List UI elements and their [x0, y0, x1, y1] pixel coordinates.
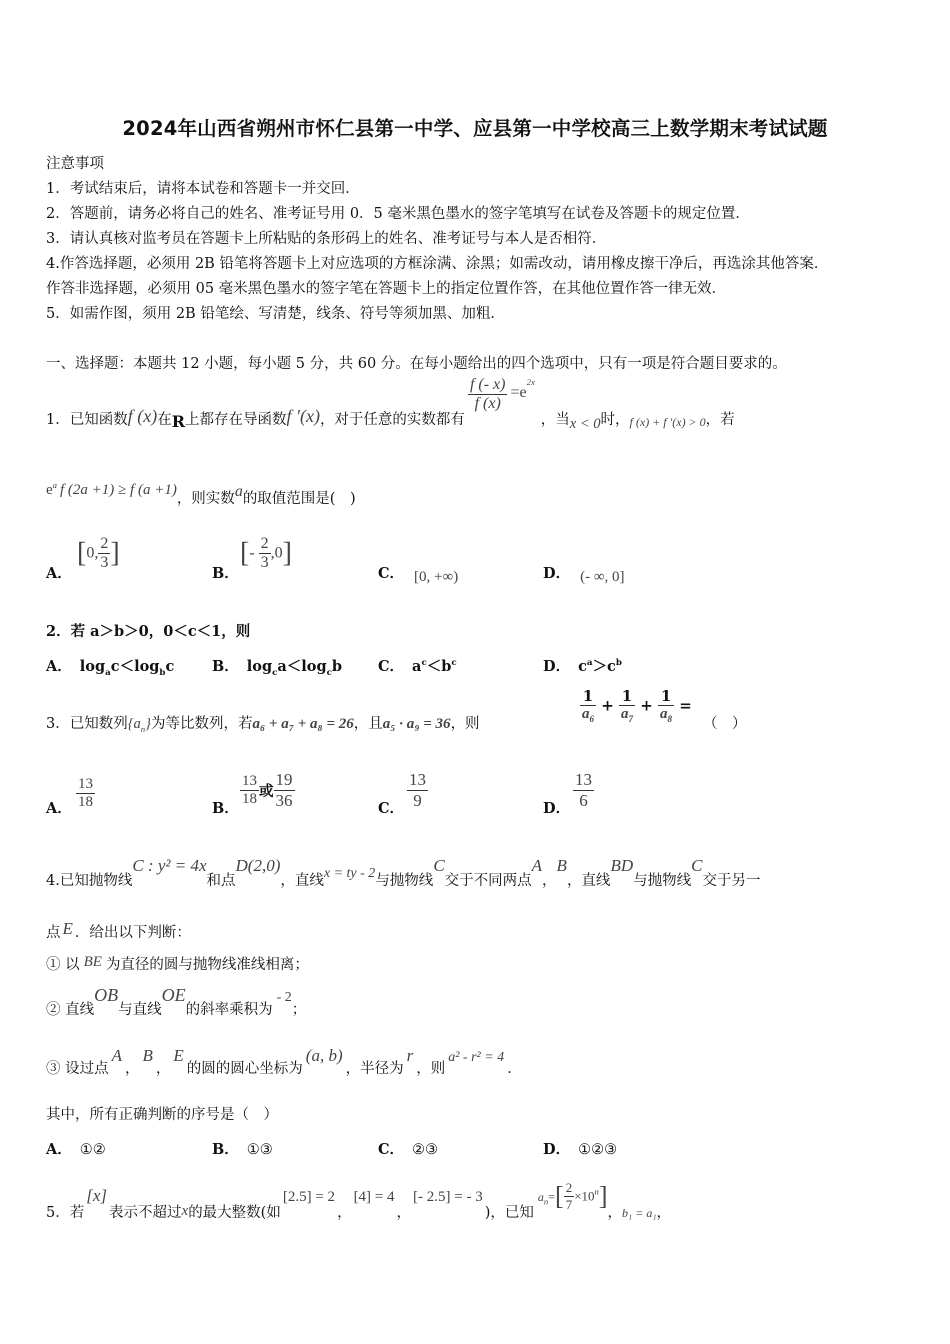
question-1-option-b[interactable]: B． — [212, 565, 239, 582]
question-3-sum-expression: $\frac{1}{a_6}$ + $\frac{1}{a_7}$ + $\frac{1}{a_8}$ = — [582, 687, 692, 724]
notice-item: 作答非选择题，必须用 05 毫米黑色墨水的签字笔在答题卡上的指定位置作答，在其他位置作答一律无效． — [46, 281, 727, 297]
question-1-option-d[interactable]: D． (- ∞, 0] — [543, 565, 625, 585]
question-4-line-1: 4.已知抛物线C : y² = 4x和点D(2,0)，直线x = ty - 2与抛物线C交于不同两点A，B，直线BD与抛物线C交于另一 — [46, 856, 761, 889]
notice-item: 3．请认真核对监考员在答题卡上所粘贴的条形码上的姓名、准考证号与本人是否相符． — [46, 231, 607, 247]
question-4-option-b[interactable]: B． ①③ — [212, 1141, 273, 1158]
question-3-answer-blank: （ ） — [703, 716, 747, 732]
question-1-line-1: 1．已知函数f (x)在R上都存在导函数f ′(x)，对于任意的实数都有 $\frac{f (- x)}{f (x)}$ $=e^{2x}$，当x < 0时，$_{f (x) + f '(x) > 0}$，若 — [46, 376, 735, 432]
question-5-stem: 5．若[x]表示不超过x的最大整数(如[2.5] = 2，[4] = 4，[- 2.5] = - 3)，已知$a_n=$[ $\frac{2}{7}$ $\times 10^n$]，$_{b_1 = a_1}$， — [46, 1180, 671, 1221]
judgement-3: ③ 设过点A，B，E的圆的圆心坐标为(a, b)，半径为r，则a² - r² = 4． — [46, 1046, 522, 1077]
question-1-option-a[interactable]: A． — [46, 565, 72, 582]
notice-item: 2．答题前，请务必将自己的姓名、准考证号用 0．5 毫米黑色墨水的签字笔填写在试卷及答题卡的规定位置． — [46, 206, 750, 222]
notice-heading: 注意事项 — [46, 156, 104, 172]
option-value: $\frac{13}{9}$ — [409, 770, 426, 810]
notice-item: 4.作答选择题，必须用 2B 铅笔将答题卡上对应选项的方框涂满、涂黑；如需改动，请用橡皮擦干净后，再选涂其他答案． — [46, 256, 829, 272]
section-heading: 一、选择题：本题共 12 小题，每小题 5 分，共 60 分。在每小题给出的四个选项中，只有一项是符合题目要求的。 — [46, 356, 787, 372]
question-1-line-2: $e^a$ f (2a +1) ≥ f (a +1)，则实数a的取值范围是( ) — [46, 480, 356, 507]
question-1-option-c[interactable]: C． [0, +∞) — [378, 565, 459, 585]
question-3-option-a[interactable]: A． — [46, 800, 72, 817]
option-b-value: [- $\frac{2}{3}$ ,0] — [240, 535, 292, 571]
question-4-ask: 其中，所有正确判断的序号是（ ） — [46, 1107, 278, 1123]
question-3-option-c[interactable]: C． — [378, 800, 405, 817]
question-3-option-b[interactable]: B． — [212, 800, 239, 817]
option-a-value: [0, $\frac{2}{3}$ ] — [77, 535, 120, 571]
question-4-option-a[interactable]: A． ①② — [46, 1141, 106, 1158]
notice-item: 5．如需作图，须用 2B 铅笔绘、写清楚，线条、符号等须加黑、加粗． — [46, 306, 505, 322]
question-2-option-b[interactable]: B． $\log_ca<\log_cb$ — [212, 658, 343, 678]
question-2-option-a[interactable]: A． $\log_ac<\log_bc$ — [46, 658, 175, 678]
notice-item: 1．考试结束后，请将本试卷和答题卡一并交回． — [46, 181, 360, 197]
question-3-stem: 3．已知数列$\{a_n\}$为等比数列，若a₆ + a₇ + a₈ = 26，且a₅ · a₉ = 36，则 — [46, 716, 480, 734]
option-value: $\frac{13}{18}$ 或 $\frac{19}{36}$ — [242, 770, 293, 810]
question-4-line-2: 点 E ．给出以下判断： — [46, 919, 191, 941]
judgement-1: ① 以 BE 为直径的圆与抛物线准线相离； — [46, 954, 309, 973]
judgement-2: ② 直线OB与直线OE的斜率乘积为- 2； — [46, 985, 307, 1018]
page-title: 2024年山西省朔州市怀仁县第一中学、应县第一中学校高三上数学期末考试试题 — [122, 117, 828, 140]
question-4-option-c[interactable]: C． ②③ — [378, 1141, 439, 1158]
question-2-stem: 2．若 a＞b＞0，0＜c＜1，则 — [46, 623, 251, 640]
question-3-option-d[interactable]: D． — [543, 800, 571, 817]
question-2-option-c[interactable]: C． $a^c<b^c$ — [378, 658, 457, 675]
option-value: $\frac{13}{6}$ — [575, 770, 592, 810]
option-value: $\frac{13}{18}$ — [78, 776, 93, 810]
question-2-option-d[interactable]: D． $c^a>c^b$ — [543, 658, 622, 675]
question-4-option-d[interactable]: D． ①②③ — [543, 1141, 618, 1158]
